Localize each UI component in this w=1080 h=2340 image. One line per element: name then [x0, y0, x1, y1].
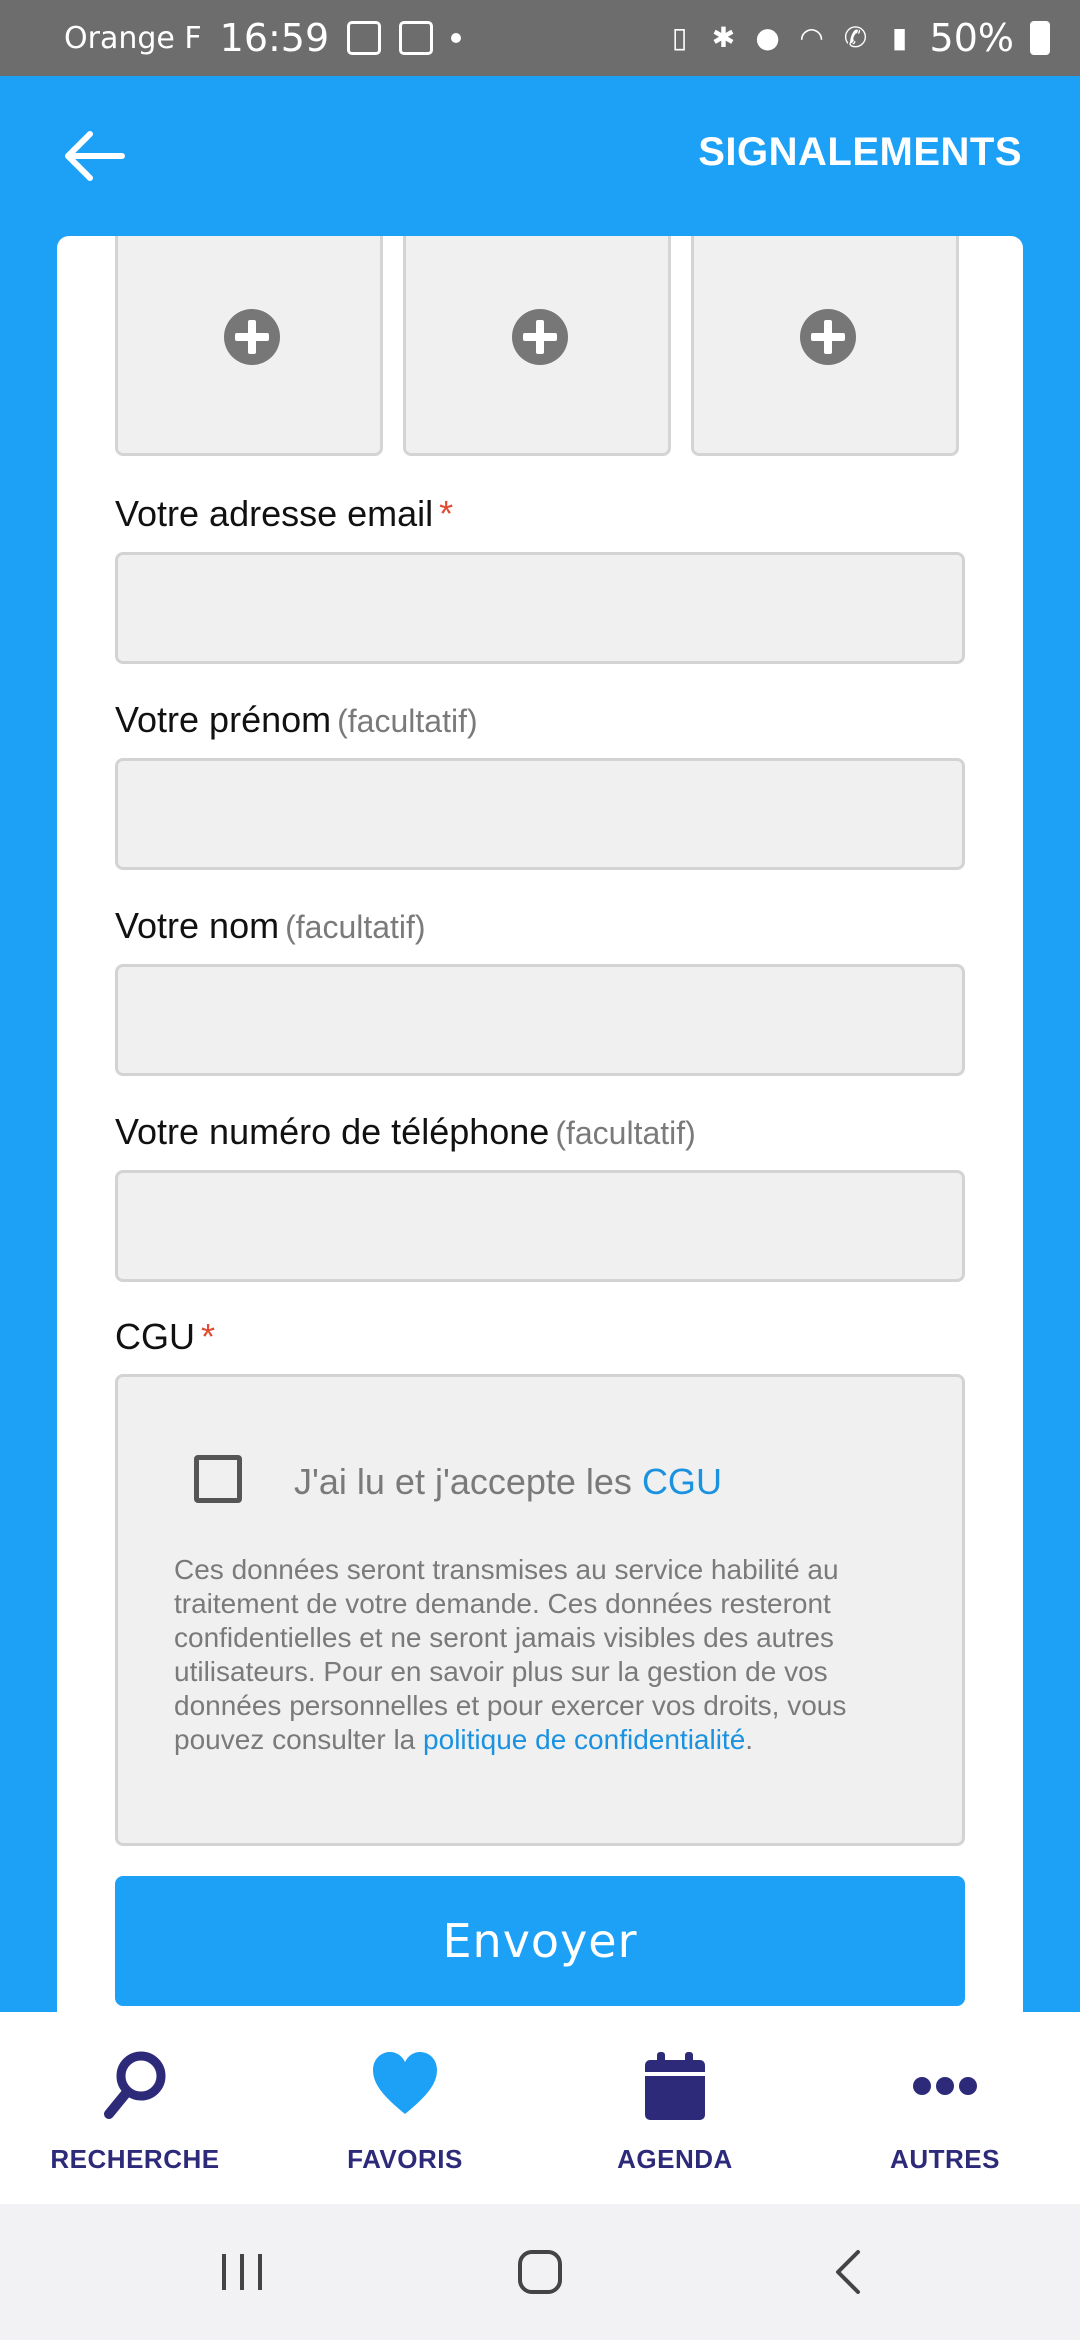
- arrow-left-icon: [62, 128, 134, 184]
- gallery-icon: [347, 21, 381, 55]
- back-button[interactable]: [62, 128, 134, 184]
- add-photo-slot-1[interactable]: [115, 236, 383, 456]
- first-name-label-text: Votre prénom: [115, 699, 332, 740]
- nav-item-favoris[interactable]: [270, 2012, 540, 2204]
- cgu-checkbox[interactable]: [194, 1455, 242, 1503]
- cgu-label-text: CGU: [115, 1316, 195, 1357]
- wifi-icon: ◠: [799, 21, 824, 54]
- optional-hint: (facultatif): [337, 703, 478, 739]
- optional-hint: (facultatif): [555, 1115, 696, 1151]
- phone-label: [115, 1111, 696, 1153]
- status-bar: [0, 0, 1080, 76]
- email-label: [115, 493, 453, 535]
- bluetooth-icon: ✱: [711, 21, 736, 54]
- heart-icon: [373, 2050, 437, 2122]
- notification-dot-icon: [451, 33, 461, 43]
- cgu-accept-prefix: J'ai lu et j'accepte les: [294, 1461, 642, 1502]
- phone-field[interactable]: [115, 1170, 965, 1282]
- add-circle-icon: [512, 309, 568, 365]
- last-name-field[interactable]: [115, 964, 965, 1076]
- recent-apps-icon[interactable]: [218, 2248, 266, 2296]
- page-title: SIGNALEMENTS: [698, 130, 1022, 174]
- nav-label-recherche: RECHERCHE: [50, 2144, 220, 2174]
- home-icon[interactable]: [516, 2248, 564, 2296]
- add-photo-slot-2[interactable]: [403, 236, 671, 456]
- battery-icon: [1030, 21, 1050, 55]
- submit-button[interactable]: Envoyer: [115, 1876, 965, 2006]
- cgu-box: [115, 1374, 965, 1846]
- wifi-call-icon: ✆: [843, 21, 868, 54]
- nav-item-autres[interactable]: [810, 2012, 1080, 2204]
- privacy-notice: [174, 1553, 894, 1757]
- nav-item-agenda[interactable]: [540, 2012, 810, 2204]
- report-form-card: [57, 236, 1023, 2012]
- email-label-text: Votre adresse email: [115, 493, 434, 534]
- optional-hint: (facultatif): [285, 909, 426, 945]
- cgu-link[interactable]: CGU: [641, 1461, 722, 1502]
- email-field[interactable]: [115, 552, 965, 664]
- clock: 16:59: [219, 16, 330, 60]
- location-icon: ●: [755, 21, 780, 54]
- back-nav-icon[interactable]: [826, 2248, 874, 2296]
- required-mark: *: [439, 493, 454, 534]
- signal-icon: ▮: [891, 21, 908, 54]
- more-icon: [913, 2050, 977, 2122]
- search-icon: [103, 2050, 167, 2122]
- phone-label-text: Votre numéro de téléphone: [115, 1111, 550, 1152]
- first-name-field[interactable]: [115, 758, 965, 870]
- battery-percent: 50%: [929, 16, 1014, 60]
- privacy-policy-link[interactable]: politique de confidentialité: [423, 1724, 746, 1755]
- privacy-notice-text: Ces données seront transmises au service habilité au traitement de votre demande. Ces données resteront confidentielles et ne seront jamais visibles des autres utilisateurs. Pour en savoir plus sur la gestion de vos données personnelles et pour exercer vos droits, vous pouvez consulter la: [174, 1554, 847, 1755]
- calendar-icon: [643, 2050, 707, 2122]
- nav-label-favoris: FAVORIS: [347, 2144, 463, 2174]
- nav-label-agenda: AGENDA: [617, 2144, 733, 2174]
- system-nav-bar: [0, 2204, 1080, 2340]
- nav-label-autres: AUTRES: [890, 2144, 1000, 2174]
- nav-item-recherche[interactable]: [0, 2012, 270, 2204]
- sim-icon: ▯: [671, 21, 688, 54]
- app-bar: [0, 76, 1080, 236]
- last-name-label: [115, 905, 426, 947]
- cgu-accept-text: [294, 1461, 722, 1503]
- add-circle-icon: [224, 309, 280, 365]
- cast-icon: [399, 21, 433, 55]
- add-circle-icon: [800, 309, 856, 365]
- required-mark: *: [201, 1316, 216, 1357]
- last-name-label-text: Votre nom: [115, 905, 280, 946]
- add-photo-slot-3[interactable]: [691, 236, 959, 456]
- first-name-label: [115, 699, 478, 741]
- cgu-label: [115, 1316, 215, 1358]
- bottom-nav: [0, 2012, 1080, 2204]
- privacy-notice-end: .: [745, 1724, 754, 1755]
- carrier-name: Orange F: [64, 20, 202, 56]
